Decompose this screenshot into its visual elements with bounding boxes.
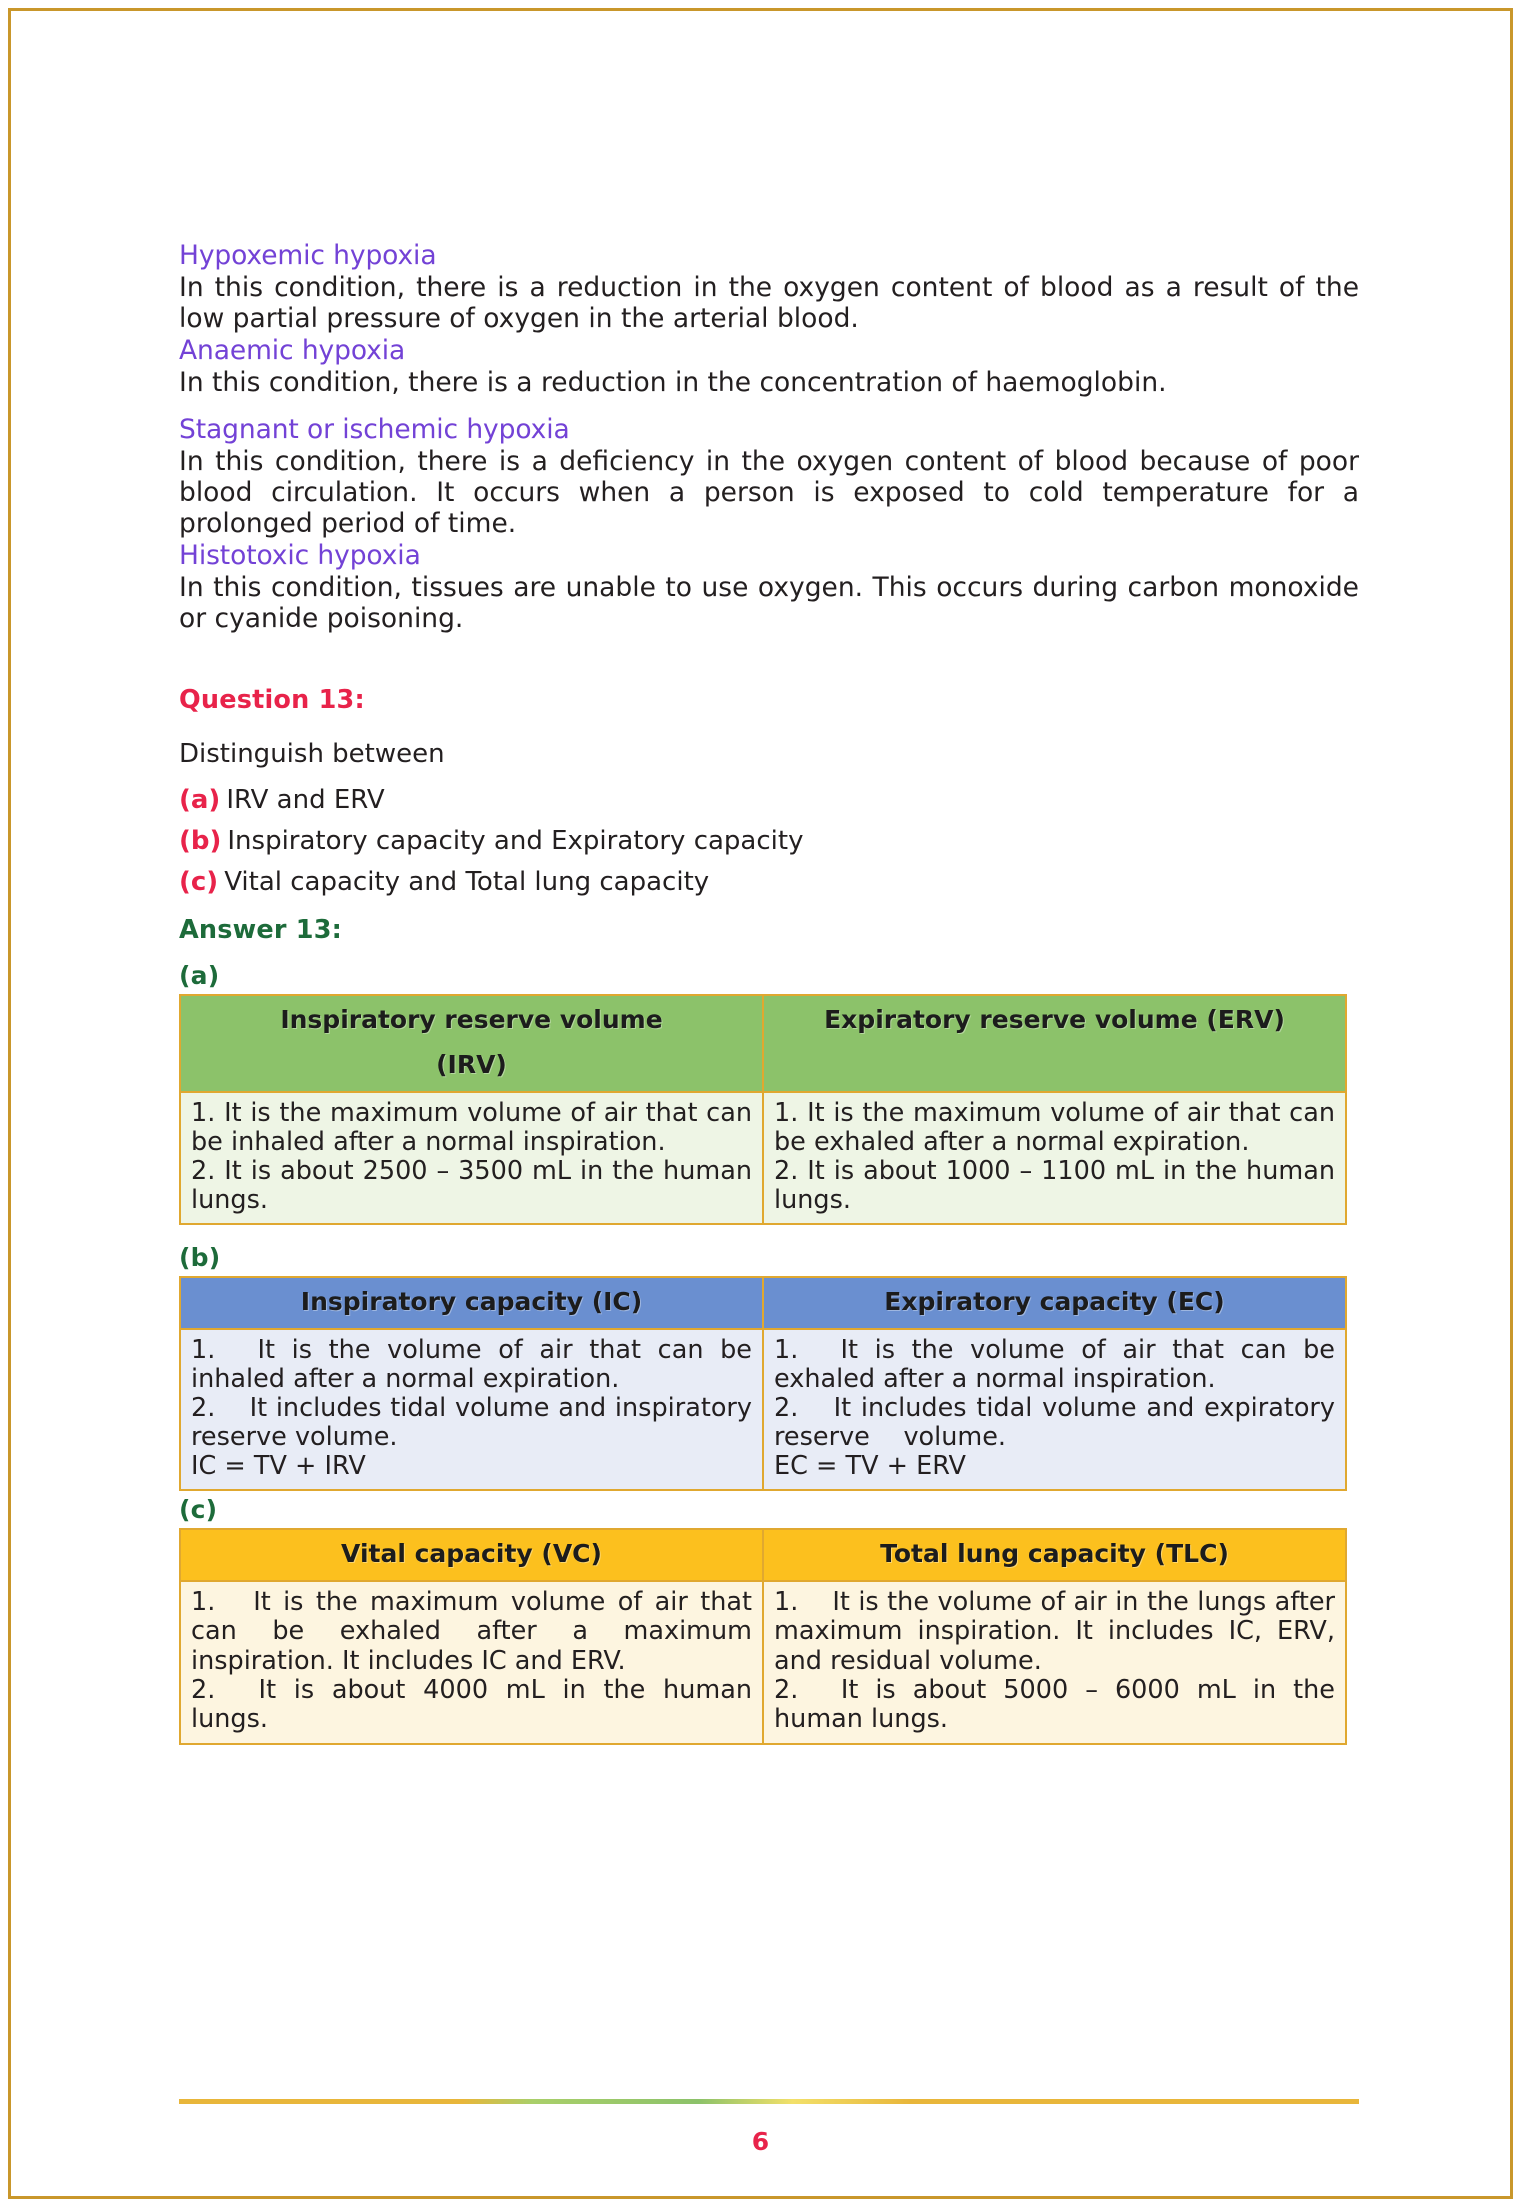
- table-c-cell-left-point-2: 2. It is about 4000 mL in the human lungs.: [191, 1674, 752, 1735]
- table-header-row: [180, 995, 1346, 1092]
- option-text-b: Inspiratory capacity and Expiratory capacity: [227, 825, 804, 856]
- table-b-cell-right-point-2: 2. It includes tidal volume and expiratory reserve volume.: [774, 1393, 1335, 1453]
- table-b-cell-left-formula: IC = TV + IRV: [191, 1451, 366, 1482]
- spacer: [179, 401, 1359, 415]
- table-header-row: [180, 1277, 1346, 1329]
- table-row: [180, 1581, 1346, 1743]
- table-b-cell-left: [180, 1329, 763, 1490]
- table-c-cell-left: [180, 1581, 763, 1743]
- table-header-row: [180, 1529, 1346, 1581]
- answer-part-label-b: (b): [179, 1243, 221, 1273]
- table-c-header-right: Total lung capacity (TLC): [763, 1529, 1346, 1581]
- answer-block: [179, 915, 1359, 1745]
- table-b-header-right: Expiratory capacity (EC): [763, 1277, 1346, 1329]
- paragraph-histotoxic-hypoxia: In this condition, tissues are unable to use oxygen. This occurs during carbon monoxide or cyanide poisoning.: [179, 572, 1359, 634]
- table-b-cell-left-point-1: 1. It is the volume of air that can be inhaled after a normal expiration.: [191, 1335, 752, 1395]
- table-a-cell-right-point-1: 1. It is the maximum volume of air that can be exhaled after a normal expiration.: [774, 1097, 1335, 1157]
- spacer: [179, 1225, 1359, 1243]
- page-canvas: [11, 11, 1510, 2196]
- answer-title: Answer 13:: [179, 914, 343, 945]
- table-b-cell-right-point-1: 1. It is the volume of air that can be exhaled after a normal inspiration.: [774, 1335, 1335, 1395]
- table-row: [180, 1092, 1346, 1224]
- question-prompt: Distinguish between: [179, 738, 445, 769]
- paragraph-hypoxemic-hypoxia: In this condition, there is a reduction in the oxygen content of blood as a result of the low partial pressure of oxygen in the arterial blood.: [179, 271, 1359, 334]
- table-b-cell-left-point-2: 2. It includes tidal volume and inspiratory reserve volume.: [191, 1393, 752, 1453]
- table-c-cell-right-point-1: 1. It is the volume of air in the lungs after maximum inspiration. It includes IC, ERV, and residual volume.: [774, 1587, 1335, 1676]
- table-a-cell-right-point-2: 2. It is about 1000 – 1100 mL in the human lungs.: [774, 1155, 1335, 1215]
- table-a-header-left-line1: Inspiratory reserve volume: [280, 1004, 663, 1034]
- table-row: [180, 1329, 1346, 1490]
- answer-part-label-a: (a): [179, 960, 220, 990]
- question-title: Question 13:: [179, 684, 365, 715]
- question-option-b: [179, 826, 1359, 856]
- page-number: 6: [751, 2127, 770, 2156]
- table-a-header-right-line1: Expiratory reserve volume (ERV): [824, 1004, 1285, 1034]
- table-c-cell-right-point-2: 2. It is about 5000 – 6000 mL in the human lungs.: [774, 1674, 1335, 1735]
- table-b-cell-right-formula: EC = TV + ERV: [774, 1451, 966, 1482]
- subheading-hypoxemic-hypoxia: Hypoxemic hypoxia: [179, 240, 437, 271]
- comparison-table-ic-ec: [179, 1276, 1347, 1491]
- question-block: [179, 685, 1359, 897]
- option-text-c: Vital capacity and Total lung capacity: [224, 866, 710, 897]
- question-option-c: [179, 867, 1359, 897]
- page-frame: [8, 8, 1513, 2199]
- table-c-header-left: Vital capacity (VC): [180, 1529, 763, 1581]
- table-b-header-left: Inspiratory capacity (IC): [180, 1277, 763, 1329]
- answer-part-label-c: (c): [179, 1495, 218, 1525]
- table-a-cell-left-point-2: 2. It is about 2500 – 3500 mL in the human lungs.: [191, 1155, 752, 1215]
- subheading-stagnant-ischemic-hypoxia: Stagnant or ischemic hypoxia: [179, 414, 570, 446]
- option-marker-a: (a): [179, 784, 221, 815]
- question-option-a: [179, 785, 1359, 815]
- hypoxia-section-group: [179, 241, 1359, 635]
- table-a-cell-left-point-1: 1. It is the maximum volume of air that can be inhaled after a normal inspiration.: [191, 1097, 752, 1157]
- table-c-cell-left-point-1: 1. It is the maximum volume of air that can be exhaled after a maximum inspiration. It includes IC and ERV.: [191, 1587, 752, 1676]
- option-marker-b: (b): [179, 825, 222, 856]
- subheading-anaemic-hypoxia: Anaemic hypoxia: [179, 335, 406, 367]
- paragraph-anaemic-hypoxia: In this condition, there is a reduction in the concentration of haemoglobin.: [179, 367, 1167, 399]
- table-a-header-left-line2: (IRV): [436, 1049, 507, 1079]
- table-a-header-left: [180, 995, 763, 1092]
- table-b-cell-right: [763, 1329, 1346, 1490]
- option-marker-c: (c): [179, 866, 219, 897]
- comparison-table-vc-tlc: [179, 1528, 1347, 1744]
- table-a-cell-left: [180, 1092, 763, 1224]
- comparison-table-irv-erv: [179, 994, 1347, 1225]
- table-a-header-right: [763, 995, 1346, 1092]
- document-content: [179, 241, 1359, 1745]
- footer-divider: [179, 2099, 1359, 2104]
- paragraph-stagnant-ischemic-hypoxia: In this condition, there is a deficiency in the oxygen content of blood because of poor blood circulation. It occurs when a person is exposed to cold temperature for a prolonged period of time.: [179, 445, 1359, 539]
- subheading-histotoxic-hypoxia: Histotoxic hypoxia: [179, 540, 421, 572]
- table-a-cell-right: [763, 1092, 1346, 1224]
- option-text-a: IRV and ERV: [226, 784, 385, 815]
- table-c-cell-right: [763, 1581, 1346, 1743]
- spacer: [179, 637, 1359, 685]
